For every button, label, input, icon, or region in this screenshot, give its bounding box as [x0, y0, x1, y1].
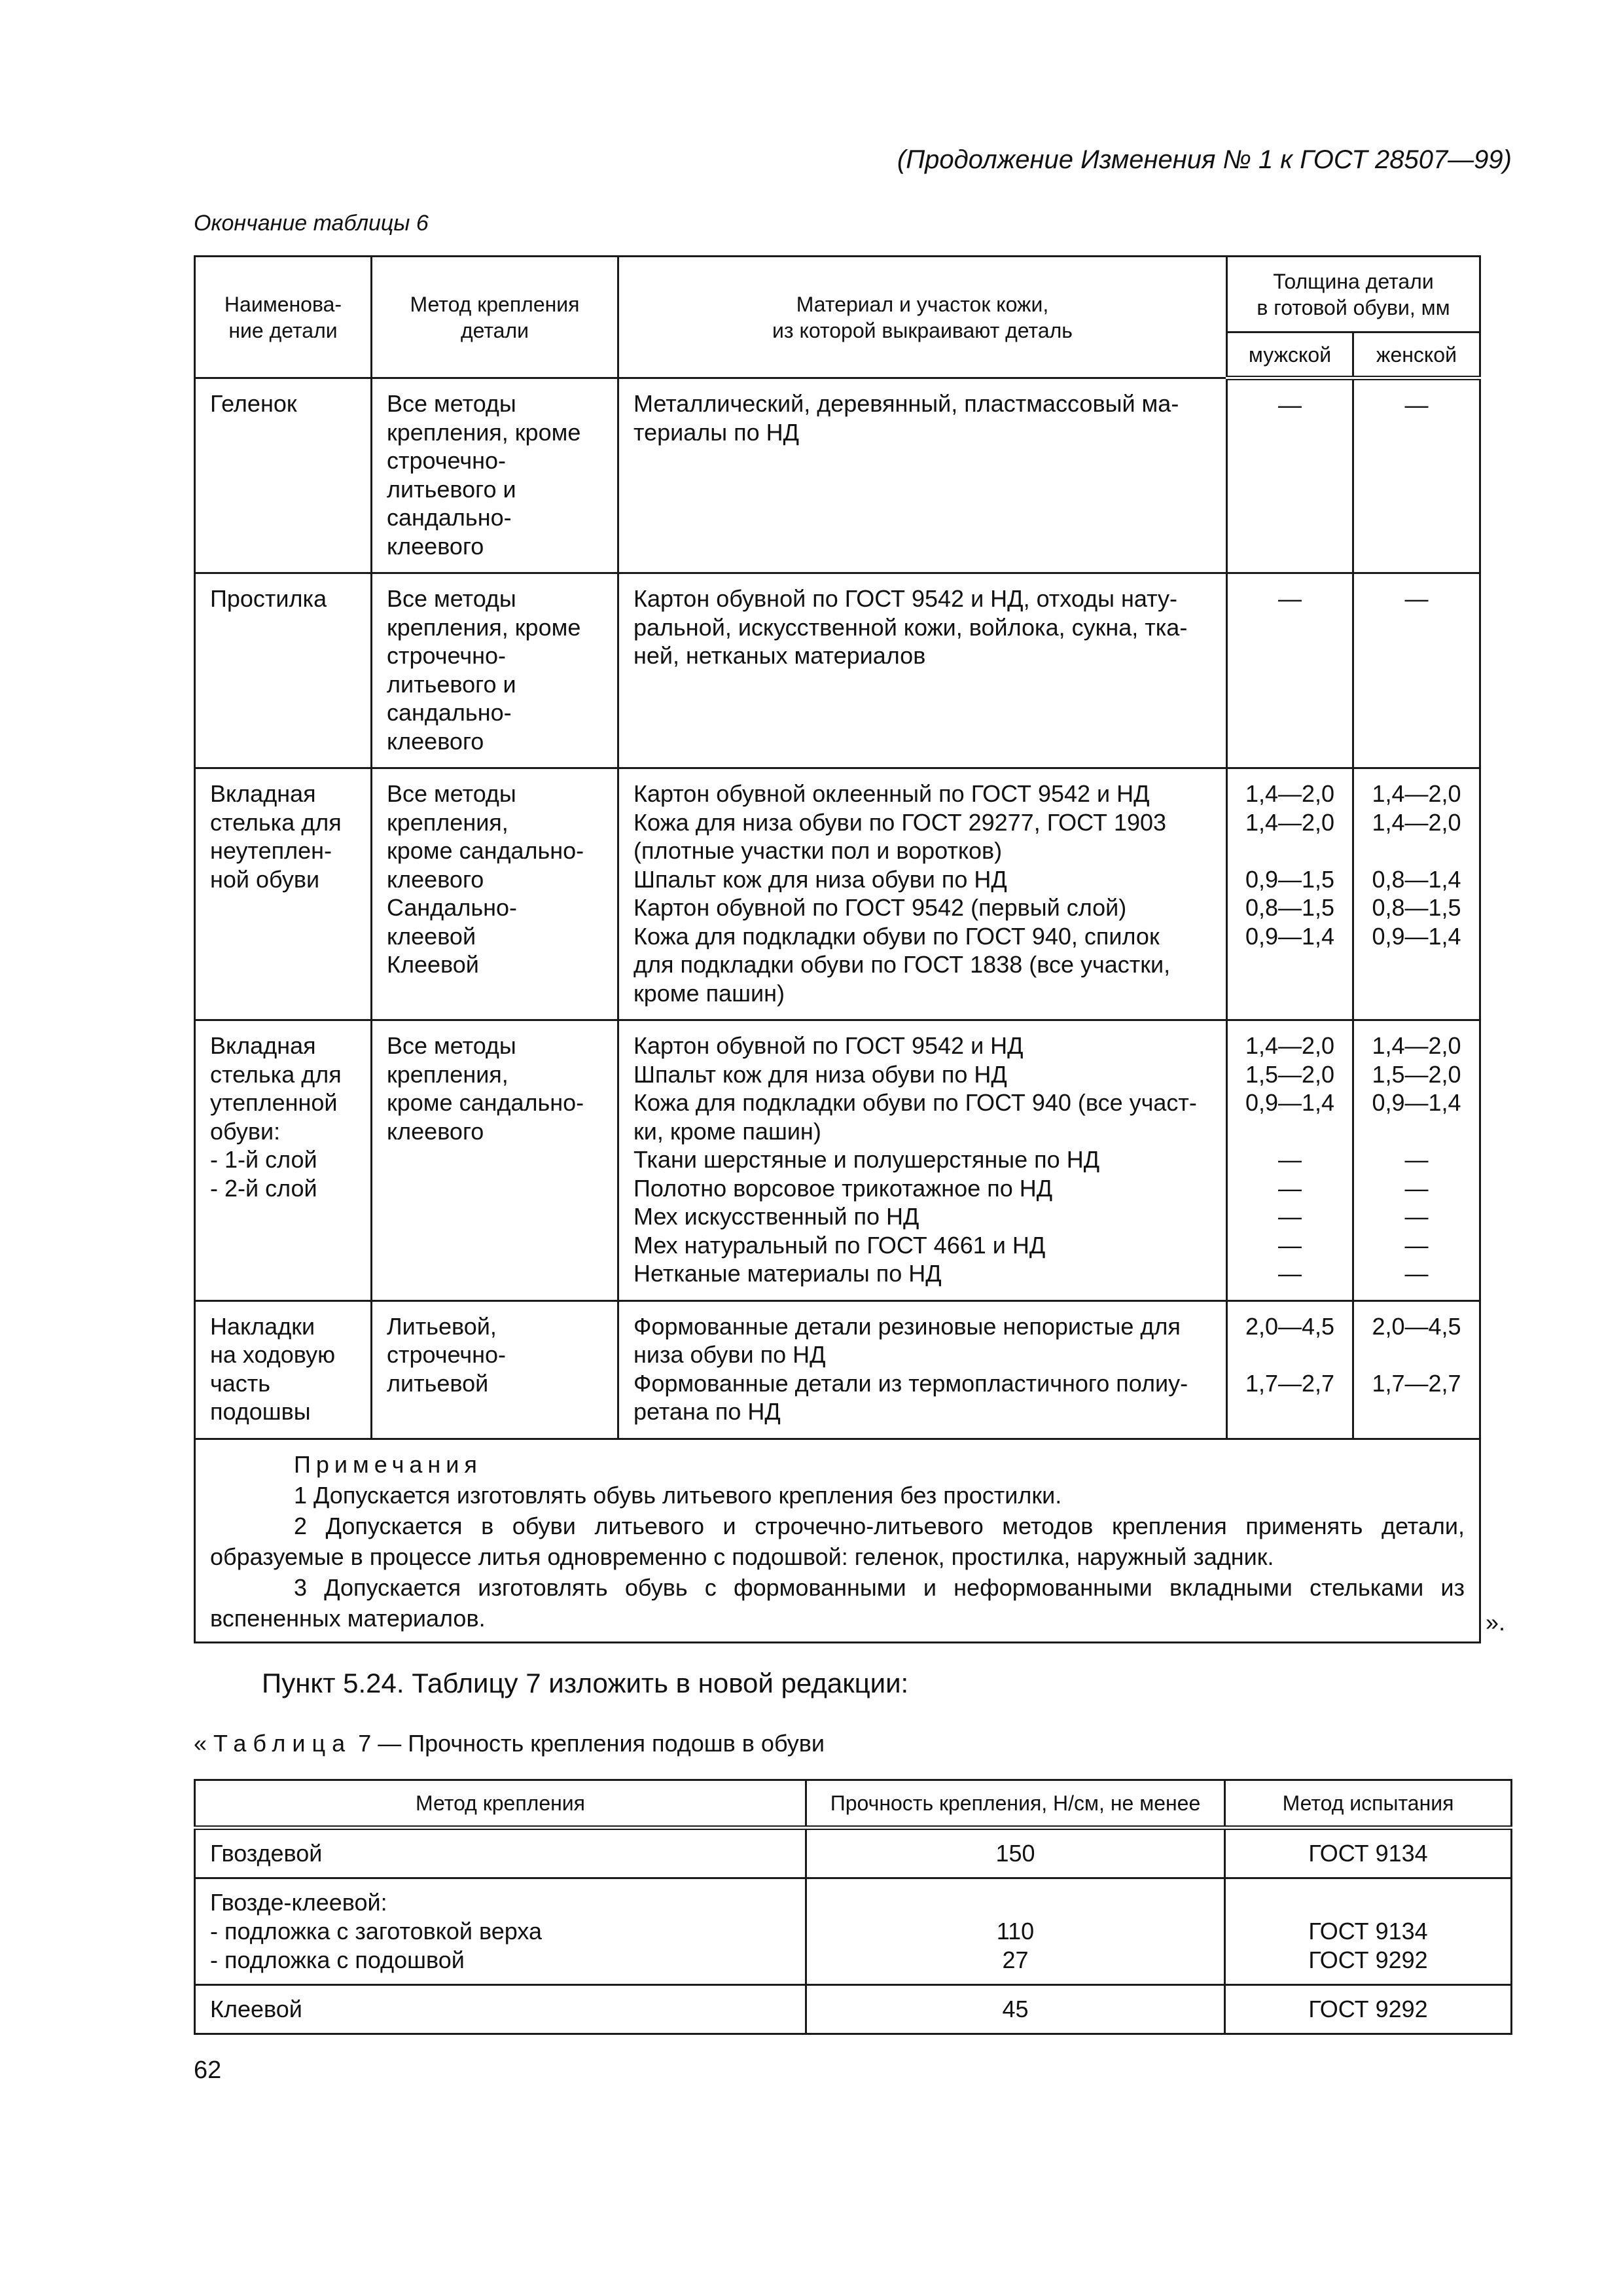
- text-line: утепленной: [210, 1089, 338, 1116]
- text-line: Кожа для подкладки обуви по ГОСТ 940, спилок: [633, 922, 1160, 950]
- cell-part-name: [195, 378, 372, 573]
- text-line: Картон обувной по ГОСТ 9542 (первый слой): [633, 894, 1127, 921]
- table-row: [195, 768, 1480, 1020]
- text-line: Полотно ворсовое трикотажное по НД: [633, 1174, 1053, 1202]
- cell-female: [1353, 1300, 1480, 1439]
- text-line: 1,5—2,0: [1245, 1060, 1335, 1088]
- text-line: 0,8—1,4: [1372, 865, 1461, 893]
- table7-caption-text: 7 — Прочность крепления подошв в обуви: [351, 1730, 825, 1757]
- text-line: 1,5—2,0: [1372, 1060, 1461, 1088]
- text-line: сандально-: [387, 504, 512, 531]
- cell-male: [1227, 768, 1353, 1020]
- col-header-material: Материал и участок кожи, из которой выкраивают деталь: [618, 257, 1227, 378]
- text-line: —: [1404, 1203, 1429, 1230]
- t7-cell-strength: [806, 1828, 1225, 1878]
- cell-method: [372, 378, 618, 573]
- text-line: [1240, 1888, 1496, 1917]
- text-line: клеевого: [387, 1117, 484, 1145]
- text-line: крепления, кроме: [387, 613, 581, 641]
- text-line: клеевого: [387, 532, 484, 560]
- notes-title: Примечания: [294, 1450, 482, 1478]
- text-line: 1,4—2,0: [1372, 808, 1461, 836]
- note-2: 2 Допускается в обуви литьевого и строчечно-литьевого методов крепления применять детали, образуемые в процессе литья одновременно с подошвой: геленок, простилка, наружный задник.: [210, 1512, 1465, 1570]
- text-line: Шпальт кож для низа обуви по НД: [633, 865, 1007, 893]
- text-line: 2,0—4,5: [1245, 1312, 1335, 1340]
- text-line: неутеплен-: [210, 837, 332, 864]
- cell-part-name: [195, 1020, 372, 1301]
- text-line: часть: [210, 1369, 271, 1397]
- cell-method: [372, 1300, 618, 1439]
- text-line: 1,7—2,7: [1372, 1369, 1461, 1397]
- col-header-method: Метод крепления детали: [372, 257, 618, 378]
- table-row: [195, 1985, 1512, 2034]
- text-line: Гвоздевой: [210, 1840, 323, 1867]
- text-line: кроме пашин): [633, 979, 785, 1007]
- text-line: 0,9—1,4: [1372, 1089, 1461, 1116]
- col-header-thickness: Толщина детали в готовой обуви, мм: [1227, 257, 1480, 332]
- text-line: Сандально-: [387, 894, 517, 921]
- text-line: Формованные детали из термопластичного полиу-: [633, 1369, 1188, 1397]
- text-line: ней, нетканых материалов: [633, 642, 926, 669]
- text-line: Кожа для низа обуви по ГОСТ 29277, ГОСТ 1903: [633, 808, 1167, 836]
- text-line: стелька для: [210, 808, 342, 836]
- text-line: литьевой: [387, 1369, 489, 1397]
- text-line: низа обуви по НД: [633, 1341, 826, 1368]
- text-line: Накладки: [210, 1312, 315, 1340]
- t7-cell-method: [195, 1878, 806, 1985]
- text-line: —: [1278, 1260, 1302, 1287]
- text-line: кроме сандально-: [387, 1089, 584, 1116]
- text-line: Клеевой: [210, 1996, 302, 2022]
- text-line: —: [1278, 1174, 1302, 1202]
- t7-cell-test: [1225, 1985, 1512, 2034]
- cell-material: [618, 573, 1227, 768]
- note-3: 3 Допускается изготовлять обувь с формованными и неформованными вкладными стельками из вспененных материалов.: [210, 1573, 1465, 1632]
- text-line: 1,4—2,0: [1372, 780, 1461, 807]
- text-line: —: [1278, 1231, 1302, 1259]
- table-6: [194, 255, 1481, 1643]
- cell-method: [372, 768, 618, 1020]
- text-line: 0,8—1,5: [1245, 894, 1335, 921]
- text-line: Гвозде-клеевой:: [210, 1889, 387, 1916]
- text-line: клеевого: [387, 727, 484, 755]
- text-line: Мех искусственный по НД: [633, 1203, 919, 1230]
- text-line: Кожа для подкладки обуви по ГОСТ 940 (все участ-: [633, 1089, 1197, 1116]
- text-line: 1,4—2,0: [1372, 1032, 1461, 1059]
- text-line: 0,9—1,4: [1245, 922, 1335, 950]
- cell-female: [1353, 573, 1480, 768]
- text-line: литьевого и: [387, 670, 516, 698]
- text-line: —: [1278, 1146, 1302, 1173]
- cell-female: [1353, 768, 1480, 1020]
- cell-method: [372, 1020, 618, 1301]
- text-line: крепления, кроме: [387, 418, 581, 446]
- text-line: - подложка с заготовкой верха: [210, 1918, 542, 1945]
- text-line: 1,7—2,7: [1245, 1369, 1335, 1397]
- text-line: ГОСТ 9292: [1308, 1946, 1428, 1973]
- cell-material: [618, 768, 1227, 1020]
- text-line: на ходовую: [210, 1341, 336, 1368]
- text-line: для подкладки обуви по ГОСТ 1838 (все участки,: [633, 951, 1171, 978]
- text-line: Все методы: [387, 585, 516, 612]
- text-line: - 2-й слой: [210, 1174, 317, 1202]
- text-line: ГОСТ 9292: [1308, 1996, 1428, 2022]
- text-line: ки, кроме пашин): [633, 1117, 821, 1145]
- text-line: кроме сандально-: [387, 837, 584, 864]
- text-line: Металлический, деревянный, пластмассовый ма-: [633, 390, 1179, 417]
- text-line: строчечно-: [387, 1341, 506, 1368]
- continuation-header: (Продолжение Изменения № 1 к ГОСТ 28507—99): [897, 145, 1512, 174]
- text-line: ной обуви: [210, 865, 320, 893]
- text-line: обуви:: [210, 1117, 281, 1145]
- cell-male: [1227, 378, 1353, 573]
- text-line: Ткани шерстяные и полушерстяные по НД: [633, 1146, 1100, 1173]
- text-line: клеевой: [387, 922, 476, 950]
- text-line: Картон обувной по ГОСТ 9542 и НД: [633, 1032, 1024, 1059]
- text-line: сандально-: [387, 699, 512, 726]
- text-line: 1,4—2,0: [1245, 1032, 1335, 1059]
- text-line: 150: [995, 1840, 1035, 1867]
- text-line: ГОСТ 9134: [1308, 1840, 1428, 1867]
- text-line: —: [1404, 1174, 1429, 1202]
- cell-male: [1227, 1020, 1353, 1301]
- t7-col-test: Метод испытания: [1225, 1780, 1512, 1828]
- cell-material: [618, 1300, 1227, 1439]
- text-line: —: [1404, 1260, 1429, 1287]
- page-number: 62: [194, 2056, 222, 2084]
- table-7: [194, 1779, 1512, 2035]
- text-line: [1357, 1117, 1476, 1146]
- note-1: 1 Допускается изготовлять обувь литьевого крепления без простилки.: [294, 1481, 1062, 1509]
- text-line: [1230, 836, 1349, 865]
- text-line: 1,4—2,0: [1245, 808, 1335, 836]
- text-line: —: [1278, 391, 1302, 418]
- text-line: Вкладная: [210, 1032, 316, 1059]
- table6-caption: Окончание таблицы 6: [194, 211, 429, 236]
- col-header-female: женской: [1353, 332, 1480, 378]
- text-line: крепления,: [387, 1060, 508, 1088]
- col-header-name: Наименова- ние детали: [195, 257, 372, 378]
- text-line: 1,4—2,0: [1245, 780, 1335, 807]
- t7-cell-method: [195, 1828, 806, 1878]
- cell-part-name: [195, 768, 372, 1020]
- text-line: Все методы: [387, 1032, 516, 1059]
- text-line: клеевого: [387, 865, 484, 893]
- text-line: 45: [1002, 1996, 1029, 2022]
- text-line: стелька для: [210, 1060, 342, 1088]
- text-line: - 1-й слой: [210, 1146, 317, 1173]
- text-line: Все методы: [387, 390, 516, 417]
- text-line: строчечно-: [387, 447, 506, 474]
- table-row: [195, 378, 1480, 573]
- cell-female: [1353, 378, 1480, 573]
- text-line: Картон обувной оклеенный по ГОСТ 9542 и НД: [633, 780, 1150, 807]
- text-line: ретана по НД: [633, 1398, 781, 1425]
- text-line: Мех натуральный по ГОСТ 4661 и НД: [633, 1231, 1046, 1259]
- text-line: териалы по НД: [633, 418, 800, 446]
- text-line: [1230, 1117, 1349, 1146]
- text-line: [1230, 1340, 1349, 1369]
- cell-male: [1227, 573, 1353, 768]
- text-line: —: [1404, 585, 1429, 612]
- table7-caption-prefix: «Таблица: [194, 1730, 352, 1757]
- instruction-text: Пункт 5.24. Таблицу 7 изложить в новой редакции:: [262, 1668, 909, 1698]
- table6-notes: [195, 1439, 1480, 1642]
- col-header-male: мужской: [1227, 332, 1353, 378]
- t7-cell-test: [1225, 1828, 1512, 1878]
- t7-col-strength: Прочность крепления, Н/см, не менее: [806, 1780, 1225, 1828]
- cell-material: [618, 1020, 1227, 1301]
- table-row: [195, 1878, 1512, 1985]
- text-line: —: [1278, 585, 1302, 612]
- text-line: [821, 1888, 1209, 1917]
- text-line: 0,9—1,4: [1372, 922, 1461, 950]
- text-line: —: [1278, 1203, 1302, 1230]
- text-line: 0,9—1,5: [1245, 865, 1335, 893]
- text-line: крепления,: [387, 808, 508, 836]
- text-line: Формованные детали резиновые непористые для: [633, 1312, 1181, 1340]
- text-line: 2,0—4,5: [1372, 1312, 1461, 1340]
- text-line: [1357, 1340, 1476, 1369]
- text-line: Шпальт кож для низа обуви по НД: [633, 1060, 1007, 1088]
- cell-material: [618, 378, 1227, 573]
- closing-quote-mark: ».: [1486, 1609, 1506, 1636]
- t7-cell-method: [195, 1985, 806, 2034]
- text-line: Картон обувной по ГОСТ 9542 и НД, отходы нату-: [633, 585, 1177, 612]
- text-line: ГОСТ 9134: [1308, 1917, 1428, 1945]
- text-line: подошвы: [210, 1398, 311, 1425]
- table-row: [195, 1828, 1512, 1878]
- table-row: [195, 573, 1480, 768]
- text-line: ральной, искусственной кожи, войлока, сукна, тка-: [633, 613, 1188, 641]
- text-line: 27: [1002, 1946, 1029, 1973]
- text-line: литьевого и: [387, 475, 516, 503]
- text-line: 0,8—1,5: [1372, 894, 1461, 921]
- table7-caption: [194, 1730, 825, 1757]
- t7-col-method: Метод крепления: [195, 1780, 806, 1828]
- t7-cell-strength: [806, 1985, 1225, 2034]
- text-line: Клеевой: [387, 951, 479, 978]
- text-line: Все методы: [387, 780, 516, 807]
- text-line: Литьевой,: [387, 1312, 497, 1340]
- text-line: (плотные участки пол и воротков): [633, 837, 1003, 864]
- text-line: Вкладная: [210, 780, 316, 807]
- text-line: —: [1404, 391, 1429, 418]
- text-line: Геленок: [210, 390, 297, 417]
- cell-male: [1227, 1300, 1353, 1439]
- text-line: Простилка: [210, 585, 327, 612]
- text-line: —: [1404, 1231, 1429, 1259]
- cell-female: [1353, 1020, 1480, 1301]
- text-line: 110: [996, 1917, 1035, 1945]
- t7-cell-test: [1225, 1878, 1512, 1985]
- cell-method: [372, 573, 618, 768]
- t7-cell-strength: [806, 1878, 1225, 1985]
- table-row: [195, 1300, 1480, 1439]
- text-line: —: [1404, 1146, 1429, 1173]
- text-line: Нетканые материалы по НД: [633, 1260, 942, 1287]
- text-line: [1357, 836, 1476, 865]
- cell-part-name: [195, 573, 372, 768]
- cell-part-name: [195, 1300, 372, 1439]
- table-row: [195, 1020, 1480, 1301]
- text-line: 0,9—1,4: [1245, 1089, 1335, 1116]
- text-line: - подложка с подошвой: [210, 1946, 465, 1973]
- text-line: строчечно-: [387, 642, 506, 669]
